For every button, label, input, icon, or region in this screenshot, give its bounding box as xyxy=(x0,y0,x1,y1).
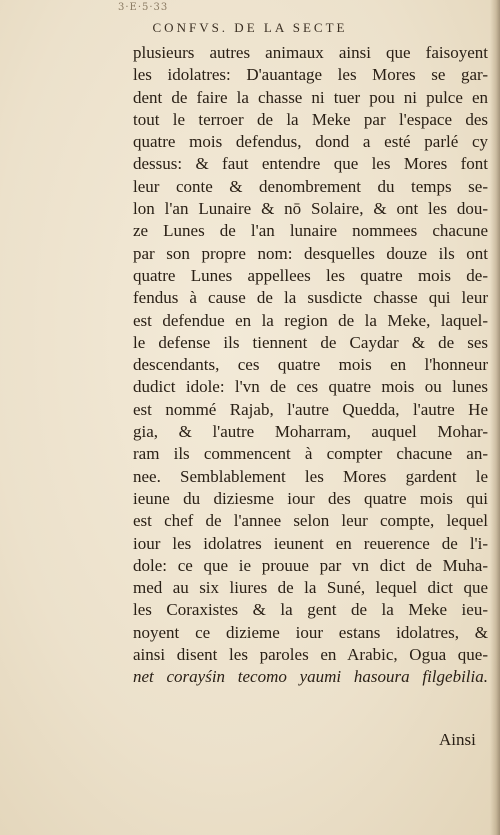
text-line: descendants, ces quatre mois en l'honneur xyxy=(133,355,488,375)
running-header: CONFVS. DE LA SECTE xyxy=(152,20,348,35)
text-line: le defense ils tiennent de Caydar & de ses xyxy=(133,332,488,352)
text-line: nee. Semblablement les Mores gardent le xyxy=(133,466,488,486)
text-line: med au six liures de la Suné, lequel dict que xyxy=(133,578,488,598)
corner-mark: 3·E·5·33 xyxy=(118,2,169,13)
text-line: est defendue en la region de la Meke, laquel- xyxy=(133,310,488,330)
text-line: les Coraxistes & la gent de la Meke ieu- xyxy=(133,600,488,620)
text-line: lon l'an Lunaire & nō Solaire, & ont les dou- xyxy=(133,199,488,219)
text-line: dole: ce que ie prouue par vn dict de Muha- xyxy=(133,555,488,575)
text-line: dent de faire la chasse ni tuer pou ni pulce en xyxy=(133,87,488,107)
catchword: Ainsi xyxy=(439,730,476,749)
text-line: noyent ce dizieme iour estans idolatres, & xyxy=(133,622,488,642)
text-line: tout le terroer de la Meke par l'espace des xyxy=(133,109,488,129)
text-line: quatre Lunes appellees les quatre mois de- xyxy=(133,265,488,285)
text-line: dessus: & faut entendre que les Mores font xyxy=(133,154,488,174)
text-line: gia, & l'autre Moharram, auquel Mohar- xyxy=(133,422,488,442)
text-line: ainsi disent les paroles en Arabic, Ogua que- xyxy=(133,645,488,665)
text-line: leur conte & denombrement du temps se- xyxy=(133,176,488,196)
text-line: quatre mois defendus, dond a esté parlé cy xyxy=(133,132,488,152)
text-line: ze Lunes de l'an lunaire nommees chacune xyxy=(133,221,488,241)
text-line: plusieurs autres animaux ainsi que faisoyent xyxy=(133,43,488,62)
text-line: ram ils commencent à compter chacune an- xyxy=(133,444,488,464)
text-line: est nommé Rajab, l'autre Quedda, l'autre He xyxy=(133,399,488,419)
text-line-arabic-quote: net corayśin tecomo yaumi hasoura filgebilia. xyxy=(133,667,488,687)
text-line: est chef de l'annee selon leur compte, lequel xyxy=(133,511,488,531)
text-line: ieune du diziesme iour des quatre mois qui xyxy=(133,488,488,508)
text-line: les idolatres: D'auantage les Mores se gar- xyxy=(133,65,488,85)
text-line: par son propre nom: desquelles douze ils ont xyxy=(133,243,488,263)
text-line: dudict idole: l'vn de ces quatre mois ou lunes xyxy=(133,377,488,397)
text-line: iour les idolatres ieunent en reuerence de l'i- xyxy=(133,533,488,553)
text-line: fendus à cause de la susdicte chasse qui leur xyxy=(133,288,488,308)
body-text xyxy=(133,42,488,689)
page-spine-shadow xyxy=(490,0,500,835)
